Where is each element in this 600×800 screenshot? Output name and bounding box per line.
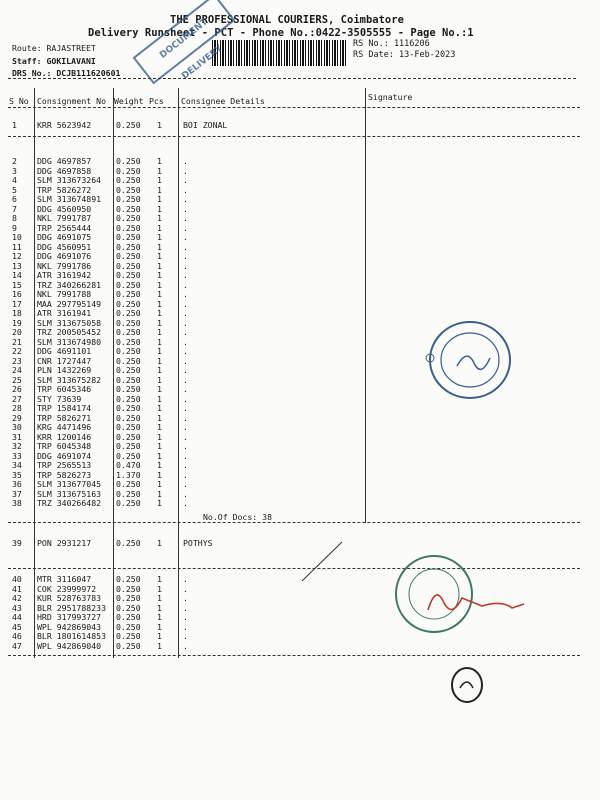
- cell-consignee: .: [183, 279, 188, 290]
- cell-sno: 22: [12, 346, 22, 356]
- cell-pcs: 1: [157, 156, 162, 166]
- cell-weight: 0.250: [116, 222, 141, 233]
- cell-consignment: BLR 1801614853: [37, 631, 107, 641]
- cell-sno: 40: [12, 574, 22, 584]
- cell-consignment: TRP 6045348: [37, 441, 92, 451]
- cell-consignment: DDG 4697858: [37, 165, 92, 176]
- rs-number: RS No.: 1116206: [353, 39, 430, 49]
- runsheet-title: Delivery Runsheet - PCT - Phone No.:0422-3505555 - Page No.:1: [88, 27, 474, 39]
- cell-pcs: 1: [157, 498, 162, 508]
- drs-number: DRS No.: DCJB111620601: [12, 68, 121, 78]
- cell-sno: 16: [12, 289, 22, 299]
- cell-consignment: KRG 4471496: [37, 422, 92, 432]
- document-delivery-stamp: DOCUMENT DELIVERY: [133, 0, 236, 84]
- cell-consignment: DDG 4691075: [37, 232, 92, 242]
- cell-consignee: .: [183, 222, 188, 233]
- cell-sno: 23: [12, 355, 22, 366]
- cell-consignment: DDG 4691074: [37, 450, 92, 461]
- cell-weight: 0.250: [116, 289, 141, 299]
- cell-sno: 3: [12, 165, 17, 176]
- cell-consignment: SLM 313677045: [37, 479, 102, 489]
- signature-mark: [298, 536, 348, 586]
- cell-consignment: STY 73639: [37, 393, 82, 404]
- cell-consignee: .: [183, 431, 188, 442]
- divider: [8, 78, 576, 79]
- cell-pcs: 1: [157, 631, 162, 641]
- cell-sno: 39: [12, 538, 22, 548]
- cell-sno: 29: [12, 412, 22, 423]
- cell-sno: 35: [12, 469, 22, 480]
- col-signature: Signature: [368, 92, 413, 102]
- cell-consignee: .: [183, 450, 188, 461]
- cell-pcs: 1: [157, 574, 162, 584]
- cell-weight: 0.250: [116, 184, 141, 195]
- cell-weight: 0.250: [116, 232, 141, 242]
- cell-sno: 13: [12, 260, 22, 271]
- col-weight: Weight: [114, 96, 144, 106]
- cell-sno: 38: [12, 498, 22, 508]
- cell-sno: 19: [12, 317, 22, 328]
- cell-pcs: 1: [157, 355, 162, 366]
- cell-pcs: 1: [157, 583, 162, 594]
- cell-sno: 36: [12, 479, 22, 489]
- cell-weight: 0.250: [116, 538, 141, 548]
- cell-sno: 45: [12, 621, 22, 632]
- cell-weight: 0.250: [116, 317, 141, 328]
- cell-consignment: SLM 313674891: [37, 194, 102, 204]
- cell-weight: 0.250: [116, 441, 141, 451]
- cell-weight: 0.250: [116, 336, 141, 347]
- cell-sno: 32: [12, 441, 22, 451]
- cell-consignee: .: [183, 260, 188, 271]
- cell-consignment: TRP 5826271: [37, 412, 92, 423]
- cell-pcs: 1: [157, 374, 162, 385]
- cell-sno: 25: [12, 374, 22, 385]
- cell-pcs: 1: [157, 393, 162, 404]
- cell-weight: 0.250: [116, 422, 141, 432]
- cell-sno: 43: [12, 602, 22, 613]
- cell-pcs: 1: [157, 602, 162, 613]
- cell-consignee: POTHYS: [183, 538, 213, 548]
- cell-weight: 0.250: [116, 260, 141, 271]
- cell-consignee: .: [183, 203, 188, 214]
- cell-consignment: MAA 297795149: [37, 298, 102, 309]
- cell-consignee: .: [183, 165, 188, 176]
- cell-consignee: .: [183, 460, 188, 470]
- cell-pcs: 1: [157, 488, 162, 499]
- cell-consignee: .: [183, 640, 188, 651]
- cell-sno: 42: [12, 593, 22, 603]
- cell-consignee: .: [183, 374, 188, 385]
- cell-sno: 12: [12, 251, 22, 261]
- cell-consignee: .: [183, 631, 188, 641]
- cell-pcs: 1: [157, 384, 162, 394]
- cell-weight: 0.250: [116, 120, 141, 130]
- handwritten-mark: [446, 664, 490, 706]
- cell-weight: 0.250: [116, 270, 141, 280]
- cell-consignee: BOI ZONAL: [183, 120, 228, 130]
- cell-consignment: TRP 2565444: [37, 222, 92, 233]
- cell-consignee: .: [183, 289, 188, 299]
- cell-consignment: DDG 4697857: [37, 156, 92, 166]
- cell-consignment: WPL 942869040: [37, 640, 102, 651]
- cell-pcs: 1: [157, 308, 162, 318]
- cell-pcs: 1: [157, 194, 162, 204]
- cell-consignee: .: [183, 498, 188, 508]
- cell-sno: 37: [12, 488, 22, 499]
- cell-weight: 0.250: [116, 479, 141, 489]
- cell-consignee: .: [183, 403, 188, 413]
- cell-consignment: TRP 1584174: [37, 403, 92, 413]
- cell-sno: 34: [12, 460, 22, 470]
- cell-weight: 0.250: [116, 393, 141, 404]
- cell-sno: 31: [12, 431, 22, 442]
- cell-pcs: 1: [157, 222, 162, 233]
- cell-weight: 0.250: [116, 165, 141, 176]
- cell-weight: 0.250: [116, 631, 141, 641]
- cell-weight: 0.250: [116, 279, 141, 290]
- cell-consignee: .: [183, 298, 188, 309]
- cell-sno: 14: [12, 270, 22, 280]
- cell-consignment: CNR 1727447: [37, 355, 92, 366]
- cell-consignee: .: [183, 365, 188, 375]
- cell-consignment: KRR 5623942: [37, 120, 92, 130]
- cell-sno: 1: [12, 120, 17, 130]
- cell-weight: 0.250: [116, 327, 141, 337]
- table-row: [0, 642, 360, 652]
- cell-pcs: 1: [157, 232, 162, 242]
- cell-pcs: 1: [157, 450, 162, 461]
- cell-consignment: TRP 2565513: [37, 460, 92, 470]
- cell-weight: 0.250: [116, 308, 141, 318]
- cell-sno: 5: [12, 184, 17, 195]
- cell-pcs: 1: [157, 441, 162, 451]
- cell-consignee: .: [183, 308, 188, 318]
- divider: [8, 655, 580, 656]
- cell-consignment: TRZ 340266281: [37, 279, 102, 290]
- cell-weight: 1.370: [116, 469, 141, 480]
- cell-consignee: .: [183, 336, 188, 347]
- cell-sno: 10: [12, 232, 22, 242]
- col-sno: S No: [9, 96, 29, 106]
- cell-pcs: 1: [157, 460, 162, 470]
- cell-sno: 24: [12, 365, 22, 375]
- column-rule: [365, 88, 366, 523]
- cell-consignee: .: [183, 270, 188, 280]
- cell-consignment: ATR 3161942: [37, 270, 92, 280]
- cell-sno: 11: [12, 241, 22, 252]
- cell-consignment: TRZ 340266482: [37, 498, 102, 508]
- table-row: [0, 121, 360, 131]
- cell-pcs: 1: [157, 175, 162, 185]
- cell-consignee: .: [183, 412, 188, 423]
- cell-consignment: MTR 3116047: [37, 574, 92, 584]
- cell-weight: 0.250: [116, 175, 141, 185]
- cell-sno: 33: [12, 450, 22, 461]
- cell-consignee: .: [183, 327, 188, 337]
- cell-sno: 46: [12, 631, 22, 641]
- cell-sno: 9: [12, 222, 17, 233]
- cell-consignee: .: [183, 422, 188, 432]
- cell-pcs: 1: [157, 298, 162, 309]
- cell-consignee: .: [183, 232, 188, 242]
- cell-weight: 0.250: [116, 346, 141, 356]
- cell-pcs: 1: [157, 213, 162, 223]
- cell-consignment: DDG 4560951: [37, 241, 92, 252]
- cell-consignment: WPL 942869043: [37, 621, 102, 632]
- cell-consignee: .: [183, 488, 188, 499]
- cell-consignee: .: [183, 583, 188, 594]
- cell-pcs: 1: [157, 422, 162, 432]
- cell-pcs: 1: [157, 184, 162, 195]
- cell-consignee: .: [183, 213, 188, 223]
- cell-weight: 0.250: [116, 621, 141, 632]
- cell-weight: 0.250: [116, 213, 141, 223]
- cell-pcs: 1: [157, 241, 162, 252]
- cell-sno: 41: [12, 583, 22, 594]
- cell-weight: 0.250: [116, 194, 141, 204]
- cell-sno: 26: [12, 384, 22, 394]
- cell-consignee: .: [183, 156, 188, 166]
- cell-weight: 0.250: [116, 156, 141, 166]
- cell-consignment: TRP 5826273: [37, 469, 92, 480]
- cell-pcs: 1: [157, 538, 162, 548]
- cell-consignment: TRP 6045346: [37, 384, 92, 394]
- cell-consignment: BLR 2951788233: [37, 602, 107, 613]
- cell-weight: 0.250: [116, 602, 141, 613]
- rs-date: RS Date: 13-Feb-2023: [353, 50, 456, 60]
- cell-consignment: SLM 313675058: [37, 317, 102, 328]
- cell-pcs: 1: [157, 346, 162, 356]
- cell-pcs: 1: [157, 336, 162, 347]
- cell-pcs: 1: [157, 317, 162, 328]
- cell-sno: 18: [12, 308, 22, 318]
- cell-consignment: SLM 313674980: [37, 336, 102, 347]
- bank-seal-stamp: [412, 318, 524, 404]
- cell-consignment: ATR 3161941: [37, 308, 92, 318]
- cell-consignment: PON 2931217: [37, 538, 92, 548]
- cell-pcs: 1: [157, 165, 162, 176]
- cell-consignment: SLM 313675282: [37, 374, 102, 385]
- cell-consignment: PLN 1432269: [37, 365, 92, 375]
- cell-consignment: DDG 4691076: [37, 251, 92, 261]
- cell-weight: 0.250: [116, 403, 141, 413]
- cell-consignee: .: [183, 384, 188, 394]
- cell-consignee: .: [183, 346, 188, 356]
- barcode: [212, 40, 346, 66]
- divider: [8, 522, 580, 523]
- cell-consignee: .: [183, 621, 188, 632]
- cell-pcs: 1: [157, 279, 162, 290]
- cell-weight: 0.250: [116, 241, 141, 252]
- cell-weight: 0.250: [116, 374, 141, 385]
- company-name: THE PROFESSIONAL COURIERS, Coimbatore: [170, 14, 404, 26]
- cell-weight: 0.470: [116, 460, 141, 470]
- cell-weight: 0.250: [116, 412, 141, 423]
- cell-consignee: .: [183, 317, 188, 328]
- cell-pcs: 1: [157, 431, 162, 442]
- cell-consignee: .: [183, 241, 188, 252]
- cell-sno: 20: [12, 327, 22, 337]
- cell-weight: 0.250: [116, 640, 141, 651]
- cell-pcs: 1: [157, 251, 162, 261]
- cell-weight: 0.250: [116, 612, 141, 622]
- cell-sno: 8: [12, 213, 17, 223]
- divider: [8, 107, 580, 108]
- cell-consignee: .: [183, 602, 188, 613]
- cell-pcs: 1: [157, 403, 162, 413]
- cell-weight: 0.250: [116, 251, 141, 261]
- cell-consignee: .: [183, 479, 188, 489]
- cell-sno: 17: [12, 298, 22, 309]
- cell-weight: 0.250: [116, 450, 141, 461]
- cell-consignee: .: [183, 184, 188, 195]
- cell-consignment: SLM 313675163: [37, 488, 102, 499]
- cell-sno: 2: [12, 156, 17, 166]
- cell-weight: 0.250: [116, 593, 141, 603]
- cell-consignment: TRZ 200505452: [37, 327, 102, 337]
- cell-consignee: .: [183, 251, 188, 261]
- cell-pcs: 1: [157, 203, 162, 214]
- cell-weight: 0.250: [116, 384, 141, 394]
- cell-pcs: 1: [157, 365, 162, 375]
- col-consignee: Consignee Details: [181, 96, 265, 106]
- cell-weight: 0.250: [116, 583, 141, 594]
- cell-weight: 0.250: [116, 365, 141, 375]
- staff-label: Staff: GOKILAVANI: [12, 56, 96, 66]
- cell-sno: 15: [12, 279, 22, 290]
- cell-pcs: 1: [157, 469, 162, 480]
- cell-sno: 30: [12, 422, 22, 432]
- cell-sno: 44: [12, 612, 22, 622]
- cell-sno: 27: [12, 393, 22, 404]
- cell-consignee: .: [183, 574, 188, 584]
- cell-consignee: .: [183, 194, 188, 204]
- cell-pcs: 1: [157, 327, 162, 337]
- cell-consignee: .: [183, 175, 188, 185]
- cell-consignee: .: [183, 355, 188, 366]
- cell-consignee: .: [183, 612, 188, 622]
- cell-consignment: TRP 5826272: [37, 184, 92, 195]
- cell-consignee: .: [183, 469, 188, 480]
- cell-consignment: NKL 7991787: [37, 213, 92, 223]
- cell-pcs: 1: [157, 270, 162, 280]
- cell-sno: 21: [12, 336, 22, 347]
- cell-pcs: 1: [157, 612, 162, 622]
- cell-weight: 0.250: [116, 498, 141, 508]
- cell-consignment: NKL 7991786: [37, 260, 92, 271]
- col-pcs: Pcs: [149, 96, 164, 106]
- divider: [8, 136, 580, 137]
- cell-weight: 0.250: [116, 574, 141, 584]
- cell-sno: 6: [12, 194, 17, 204]
- cell-pcs: 1: [157, 621, 162, 632]
- cell-consignment: NKL 7991788: [37, 289, 92, 299]
- cell-weight: 0.250: [116, 431, 141, 442]
- route-label: Route: RAJASTREET: [12, 43, 96, 53]
- cell-weight: 0.250: [116, 203, 141, 214]
- cell-consignee: .: [183, 593, 188, 603]
- cell-pcs: 1: [157, 412, 162, 423]
- cell-weight: 0.250: [116, 488, 141, 499]
- cell-consignment: DDG 4560950: [37, 203, 92, 214]
- cell-sno: 7: [12, 203, 17, 214]
- cell-pcs: 1: [157, 260, 162, 271]
- cell-pcs: 1: [157, 120, 162, 130]
- cell-consignment: SLM 313673264: [37, 175, 102, 185]
- docs-total: No.Of Docs: 38: [203, 512, 273, 522]
- cell-weight: 0.250: [116, 298, 141, 309]
- cell-pcs: 1: [157, 593, 162, 603]
- col-consignment: Consignment No: [37, 96, 107, 106]
- cell-pcs: 1: [157, 289, 162, 299]
- cell-sno: 47: [12, 640, 22, 651]
- cell-consignee: .: [183, 441, 188, 451]
- cell-sno: 4: [12, 175, 17, 185]
- cell-consignment: COK 23999972: [37, 583, 97, 594]
- cell-consignment: KUR 528763783: [37, 593, 102, 603]
- cell-weight: 0.250: [116, 355, 141, 366]
- cell-consignment: KRR 1200146: [37, 431, 92, 442]
- cell-consignment: HRD 317993727: [37, 612, 102, 622]
- company-seal-stamp: [392, 548, 562, 640]
- table-row: [0, 499, 360, 509]
- cell-sno: 28: [12, 403, 22, 413]
- cell-pcs: 1: [157, 640, 162, 651]
- cell-consignee: .: [183, 393, 188, 404]
- cell-consignment: DDG 4691101: [37, 346, 92, 356]
- cell-pcs: 1: [157, 479, 162, 489]
